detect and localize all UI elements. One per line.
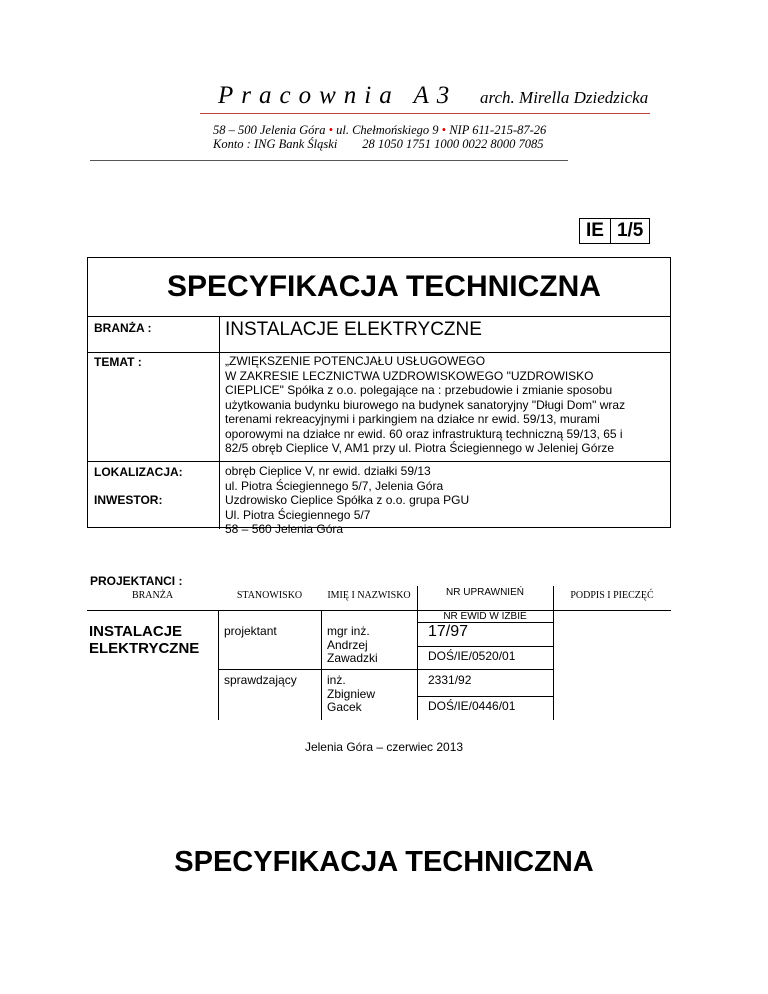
ewid-sprawdzajacy: DOŚ/IE/0446/01: [428, 699, 516, 713]
address-line: [213, 123, 546, 138]
name-line: Andrzej: [327, 637, 368, 652]
name-line: inż.: [327, 673, 346, 687]
document-code-box: [579, 218, 650, 244]
temat-line: CIEPLICE" Spółka z o.o. polegające na : przebudowie i zmianie sposobu: [225, 383, 613, 397]
role-sprawdzajacy: sprawdzający: [224, 673, 297, 687]
document-code-branch: IE: [586, 220, 604, 241]
inwestor-label: INWESTOR:: [94, 493, 163, 507]
name-sprawdzajacy: [327, 674, 375, 715]
place-date: Jelenia Góra – czerwiec 2013: [304, 740, 464, 754]
branza-value: INSTALACJE ELEKTRYCZNE: [225, 319, 482, 340]
role-projektant: projektant: [224, 624, 277, 638]
specification-table: [87, 257, 671, 536]
temat-line: 82/5 obręb Cieplice V, AM1 przy ul. Piotra Ściegiennego w Jeleniej Górze: [225, 441, 615, 455]
temat-line: użytkowania budynku biurowego na budynek sanatoryjny "Długi Dom" wraz: [225, 397, 626, 412]
row-divider: [88, 352, 670, 353]
col-divider: [553, 586, 554, 720]
name-line: Gacek: [327, 700, 362, 714]
row-divider: [218, 669, 554, 670]
temat-line: „ZWIĘKSZENIE POTENCJAŁU USŁUGOWEGO: [225, 354, 486, 368]
name-projektant: [327, 625, 378, 666]
document-code-number: 1/5: [610, 219, 649, 243]
lokalizacja-label: LOKALIZACJA:: [94, 465, 183, 479]
row-divider: [87, 610, 671, 611]
col-divider: [218, 610, 219, 720]
upr-projektant: 17/97: [428, 623, 469, 640]
upr-sprawdzajacy: 2331/92: [428, 673, 472, 687]
designers-label: PROJEKTANCI :: [90, 574, 183, 588]
studio-name: Pracownia A3: [218, 82, 458, 109]
temat-line: W ZAKRESIE LECZNICTWA UZDROWISKOWEGO "UZDROWISKO: [225, 368, 594, 383]
ewid-projektant: DOŚ/IE/0520/01: [428, 649, 516, 663]
inwestor-line: 58 – 560 Jelenia Góra: [225, 522, 344, 536]
lokalizacja-line: obręb Cieplice V, nr ewid. działki 59/13: [225, 464, 431, 478]
address-city: 58 – 500 Jelenia Góra: [213, 123, 329, 137]
inwestor-line: Ul. Piotra Ściegiennego 5/7: [225, 507, 371, 522]
address-nip: NIP 611-215-87-26: [446, 123, 547, 137]
branza-line: INSTALACJE: [89, 623, 183, 640]
page-title: SPECYFIKACJA TECHNICZNA: [174, 846, 594, 878]
header-nr-ewid: NR EWID W IZBIE: [443, 611, 527, 622]
header-podpis: PODPIS I PIECZĘĆ: [570, 590, 654, 601]
header-divider: [200, 113, 650, 114]
bullet-icon: •: [441, 123, 447, 137]
inwestor-line: Uzdrowisko Cieplice Spółka z o.o. grupa PGU: [225, 493, 470, 507]
temat-value: [225, 354, 625, 456]
bullet-icon: •: [328, 123, 333, 137]
col-divider: [321, 610, 322, 720]
spec-title: SPECYFIKACJA TECHNICZNA: [167, 270, 601, 303]
table-column-divider: [219, 316, 220, 529]
row-divider: [417, 646, 554, 647]
name-line: mgr inż.: [327, 624, 370, 638]
header-rule: [90, 160, 568, 161]
lokalizacja-value: [225, 464, 469, 537]
branza-line: ELEKTRYCZNE: [89, 640, 200, 657]
col-divider: [417, 586, 418, 720]
designers-table: [87, 586, 671, 720]
temat-line: oporowymi na działce nr ewid. 60 oraz infrastrukturą techniczną 59/13, 65 i: [225, 426, 623, 441]
spec-title-row: [88, 258, 670, 317]
row-divider: [88, 461, 670, 462]
bank-account-line: Konto : ING Bank Śląski 28 1050 1751 1000 0022 8000 7085: [213, 137, 544, 151]
branza-label: BRANŻA :: [94, 321, 152, 335]
architect-name: arch. Mirella Dziedzicka: [480, 88, 649, 107]
header-imie: IMIĘ I NAZWISKO: [327, 590, 411, 601]
header-stanowisko: STANOWISKO: [236, 590, 303, 601]
temat-line: terenami rekreacyjnymi i parkingiem na działce nr ewid. 59/13, murami: [225, 412, 600, 426]
name-line: Zawadzki: [327, 651, 378, 665]
header-nr-uprawnien: NR UPRAWNIEŃ: [446, 587, 524, 598]
row-divider: [417, 696, 554, 697]
lokalizacja-line: ul. Piotra Ściegiennego 5/7, Jelenia Góra: [225, 478, 444, 493]
header-branza: BRANŻA: [131, 590, 174, 601]
designers-branza: [89, 623, 199, 657]
address-street: ul. Chełmońskiego 9: [333, 123, 442, 137]
temat-label: TEMAT :: [94, 355, 142, 369]
name-line: Zbigniew: [327, 686, 376, 701]
